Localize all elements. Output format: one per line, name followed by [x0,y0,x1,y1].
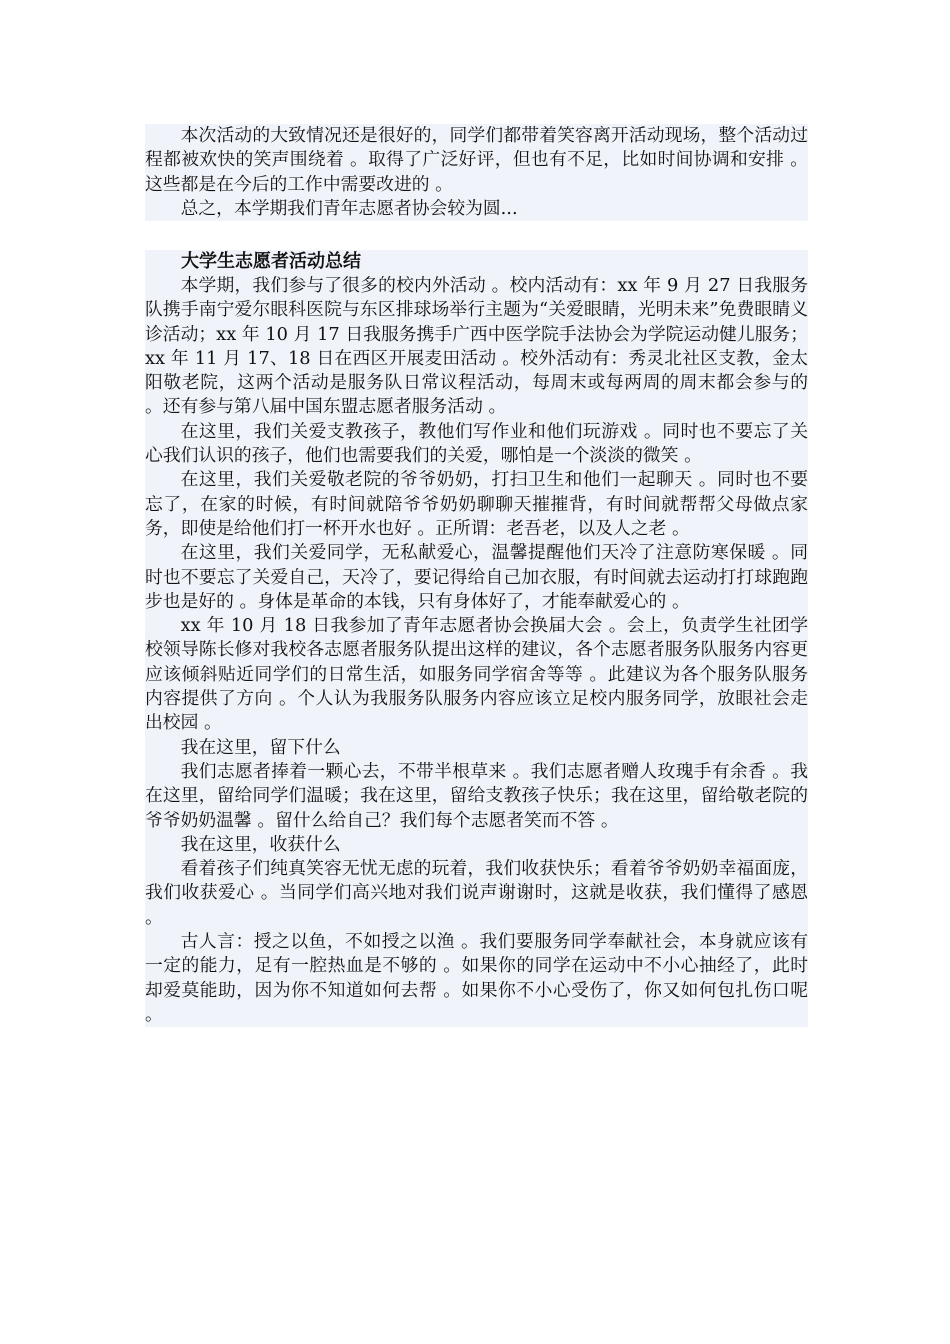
article-paragraph-2: 在这里，我们关爱支教孩子，教他们写作业和他们玩游戏 。同时也不要忘了关心我们认识的孩子，他们也需要我们的关爱，哪怕是一个淡淡的微笑 。 [145,420,808,467]
article-paragraph-6: 我们志愿者捧着一颗心去，不带半根草来 。我们志愿者赠人玫瑰手有余香 。我在这里，留给同学们温暖；我在这里，留给支教孩子快乐；我在这里，留给敬老院的爷爷奶奶温馨 。留什么给自己？我们每个志愿者笑而不答 。 [145,760,808,831]
article-section [145,250,808,1027]
intro-paragraph-2: 总之，本学期我们青年志愿者协会较为圆... [180,197,518,219]
article-paragraph-5: xx 年 10 月 18 日我参加了青年志愿者协会换届大会 。会上，负责学生社团学校领导陈长修对我校各志愿者服务队提出这样的建议，各个志愿者服务队服务内容更应该倾斜贴近同学们的日常生活，如服务同学宿舍等等 。此建议为各个服务队服务内容提供了方向 。个人认为我服务队服务内容应该立足校内服务同学，放眼社会走出校园 。 [145,615,808,734]
article-paragraph-3: 在这里，我们关爱敬老院的爷爷奶奶，打扫卫生和他们一起聊天 。同时也不要忘了，在家的时候，有时间就陪爷爷奶奶聊聊天摧摧背，有时间就帮帮父母做点家务，即使是给他们打一杯开水也好 。正所谓：老吾老，以及人之老 。 [145,469,808,539]
section-heading-gain: 我在这里，收获什么 [180,833,341,855]
intro-paragraph-1: 本次活动的大致情况还是很好的，同学们都带着笑容离开活动现场，整个活动过程都被欢快的笑声围绕着 。取得了广泛好评，但也有不足，比如时间协调和安排 。这些都是在今后的工作中需要改进的 。 [145,125,808,195]
section-heading-leave: 我在这里，留下什么 [180,736,341,758]
intro-section [145,124,808,221]
article-paragraph-4: 在这里，我们关爱同学，无私献爱心，温馨提醒他们天冷了注意防寒保暖 。同时也不要忘了关爱自己，天冷了，要记得给自己加衣服，有时间就去运动打打球跑跑步也是好的 。身体是革命的本钱，只有身体好了，才能奉献爱心的 。 [145,542,808,612]
article-paragraph-1: 本学期，我们参与了很多的校内外活动 。校内活动有：xx 年 9 月 27 日我服务队携手南宁爱尔眼科医院与东区排球场举行主题为“关爱眼睛，光明未来”免费眼睛义诊活动；xx 年 10 月 17 日我服务携手广西中医学院手法协会为学院运动健儿服务；xx 年 11 月 17、18 日在西区开展麦田活动 。校外活动有：秀灵北社区支教，金太阳敬老院，这两个活动是服务队日常议程活动，每周末或每两周的周末都会参与的 。还有参与第八届中国东盟志愿者服务活动 。 [145,275,808,418]
article-paragraph-7: 看着孩子们纯真笑容无忧无虑的玩着，我们收获快乐；看着爷爷奶奶幸福面庞，我们收获爱心 。当同学们高兴地对我们说声谢谢时，这就是收获，我们懂得了感恩 。 [145,858,808,928]
article-paragraph-8: 古人言：授之以鱼，不如授之以渔 。我们要服务同学奉献社会，本身就应该有一定的能力，足有一腔热血是不够的 。如果你的同学在运动中不小心抽经了，此时却爱莫能助，因为你不知道如何去帮 。如果你不小心受伤了，你又如何包扎伤口呢 。 [145,931,808,1025]
article-title: 大学生志愿者活动总结 [181,251,361,272]
